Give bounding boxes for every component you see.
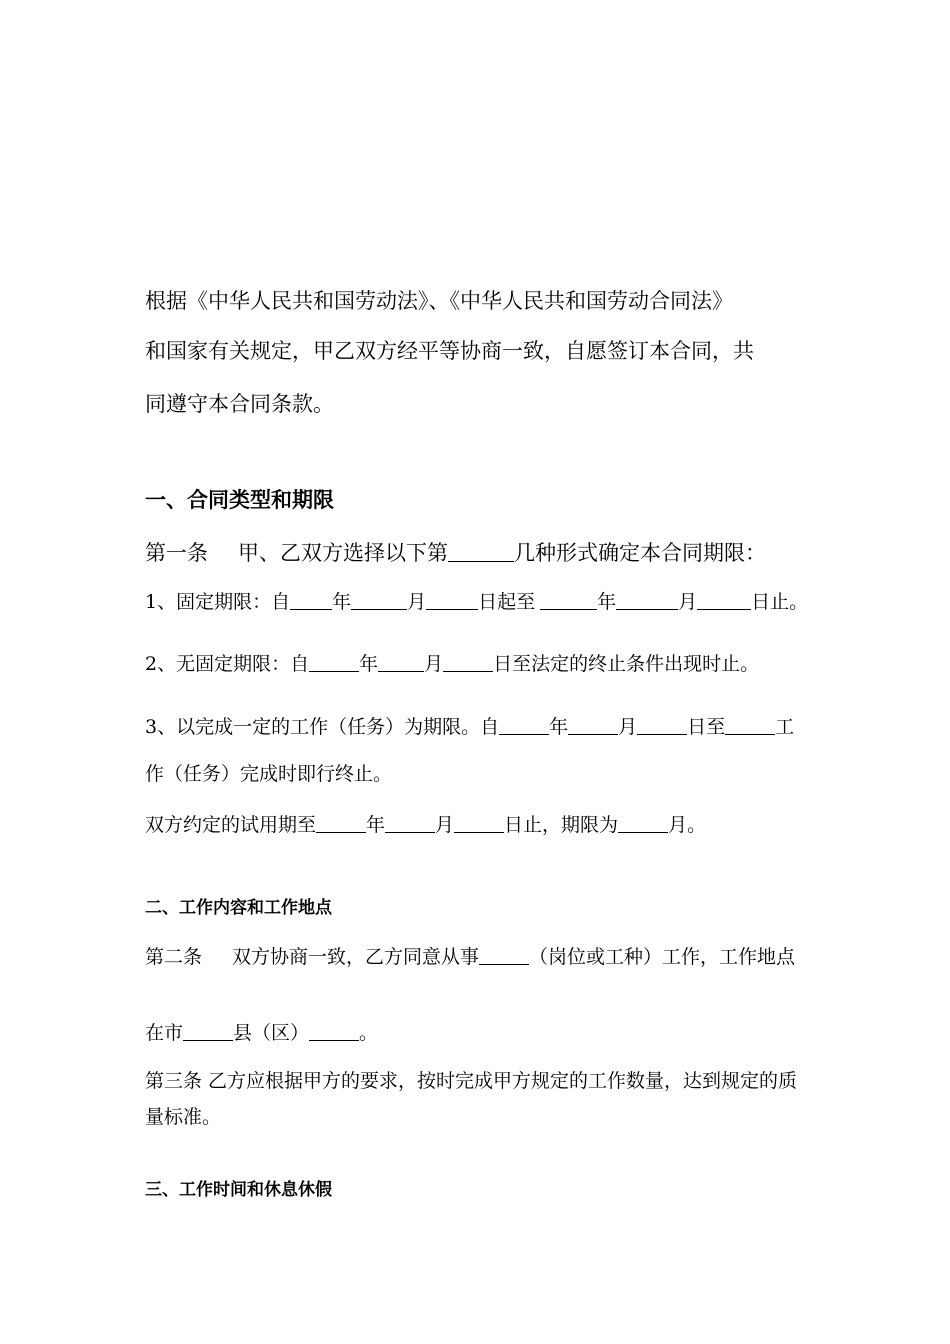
intro-line-2: 和国家有关规定，甲乙双方经平等协商一致，自愿签订本合同，共	[145, 339, 754, 363]
label-year: 年	[597, 591, 617, 613]
label-month: 月	[407, 591, 427, 613]
label-year: 年	[549, 716, 569, 738]
blank-form-number	[448, 540, 514, 562]
article-2-city-label: 在市	[145, 1022, 184, 1044]
article-2-text-b: （岗位或工种）工作，工作地点	[529, 946, 796, 968]
article-2-period: 。	[359, 1022, 379, 1044]
term-item-1-text: 1、固定期限：自	[145, 591, 291, 613]
term-item-3	[145, 715, 794, 737]
label-year: 年	[359, 653, 379, 675]
section-1-heading: 一、合同类型和期限	[145, 487, 334, 512]
blank-start-year	[309, 652, 359, 672]
blank-work-task	[725, 715, 775, 735]
label-month: 月	[435, 814, 455, 836]
label-month-end: 月。	[668, 814, 707, 836]
article-3-line-2: 量标准。	[145, 1106, 222, 1128]
blank-start-year	[499, 715, 549, 735]
blank-end-day	[697, 590, 751, 610]
article-2-label: 第二条	[145, 946, 203, 968]
section-3-heading: 三、工作时间和休息休假	[145, 1180, 332, 1200]
article-1-text-b: 几种形式确定本合同期限：	[514, 541, 766, 565]
term-item-3-line-2: 作（任务）完成时即行终止。	[145, 763, 393, 785]
label-month: 月	[678, 591, 698, 613]
article-1-label: 第一条	[145, 541, 208, 565]
blank-start-day	[443, 652, 493, 672]
blank-city	[183, 1021, 233, 1041]
term-item-2	[145, 652, 759, 674]
article-1-text-a: 甲、乙双方选择以下第	[238, 541, 448, 565]
blank-trial-day	[454, 813, 504, 833]
blank-trial-month	[385, 813, 435, 833]
intro-line-1: 根据《中华人民共和国劳动法》、《中华人民共和国劳动合同法》	[145, 289, 733, 313]
blank-start-year	[290, 590, 332, 610]
blank-trial-months	[618, 813, 668, 833]
label-day-to: 日至	[687, 716, 726, 738]
label-month: 月	[618, 716, 638, 738]
article-1	[145, 540, 766, 564]
article-2-county-label: 县（区）	[233, 1022, 310, 1044]
label-day-from: 日起至	[478, 591, 536, 613]
blank-start-month	[568, 715, 618, 735]
label-day-end: 日止。	[751, 591, 809, 613]
label-day-duration: 日止，期限为	[504, 814, 619, 836]
trial-period	[145, 813, 706, 835]
label-month: 月	[424, 653, 444, 675]
article-2-line-2	[145, 1021, 378, 1043]
blank-county	[309, 1021, 359, 1041]
section-2-heading: 二、工作内容和工作地点	[145, 898, 332, 918]
term-item-3-text: 3、以完成一定的工作（任务）为期限。自	[145, 716, 500, 738]
blank-trial-year	[316, 813, 366, 833]
blank-position	[479, 945, 529, 965]
blank-start-day	[637, 715, 687, 735]
term-item-1	[145, 590, 808, 612]
label-work: 工	[775, 716, 795, 738]
blank-end-month	[616, 590, 678, 610]
label-year: 年	[332, 591, 352, 613]
article-2-text-a: 双方协商一致，乙方同意从事	[232, 946, 480, 968]
article-3-line-1: 第三条 乙方应根据甲方的要求，按时完成甲方规定的工作数量，达到规定的质	[145, 1070, 798, 1092]
intro-line-3: 同遵守本合同条款。	[145, 392, 334, 416]
blank-end-year	[540, 590, 597, 610]
article-2	[145, 945, 795, 967]
trial-period-text: 双方约定的试用期至	[145, 814, 317, 836]
blank-start-month	[351, 590, 407, 610]
term-item-2-text: 2、无固定期限：自	[145, 653, 310, 675]
label-year: 年	[366, 814, 386, 836]
term-item-2-tail: 日至法定的终止条件出现时止。	[493, 653, 760, 675]
blank-start-month	[378, 652, 424, 672]
blank-start-day	[426, 590, 478, 610]
